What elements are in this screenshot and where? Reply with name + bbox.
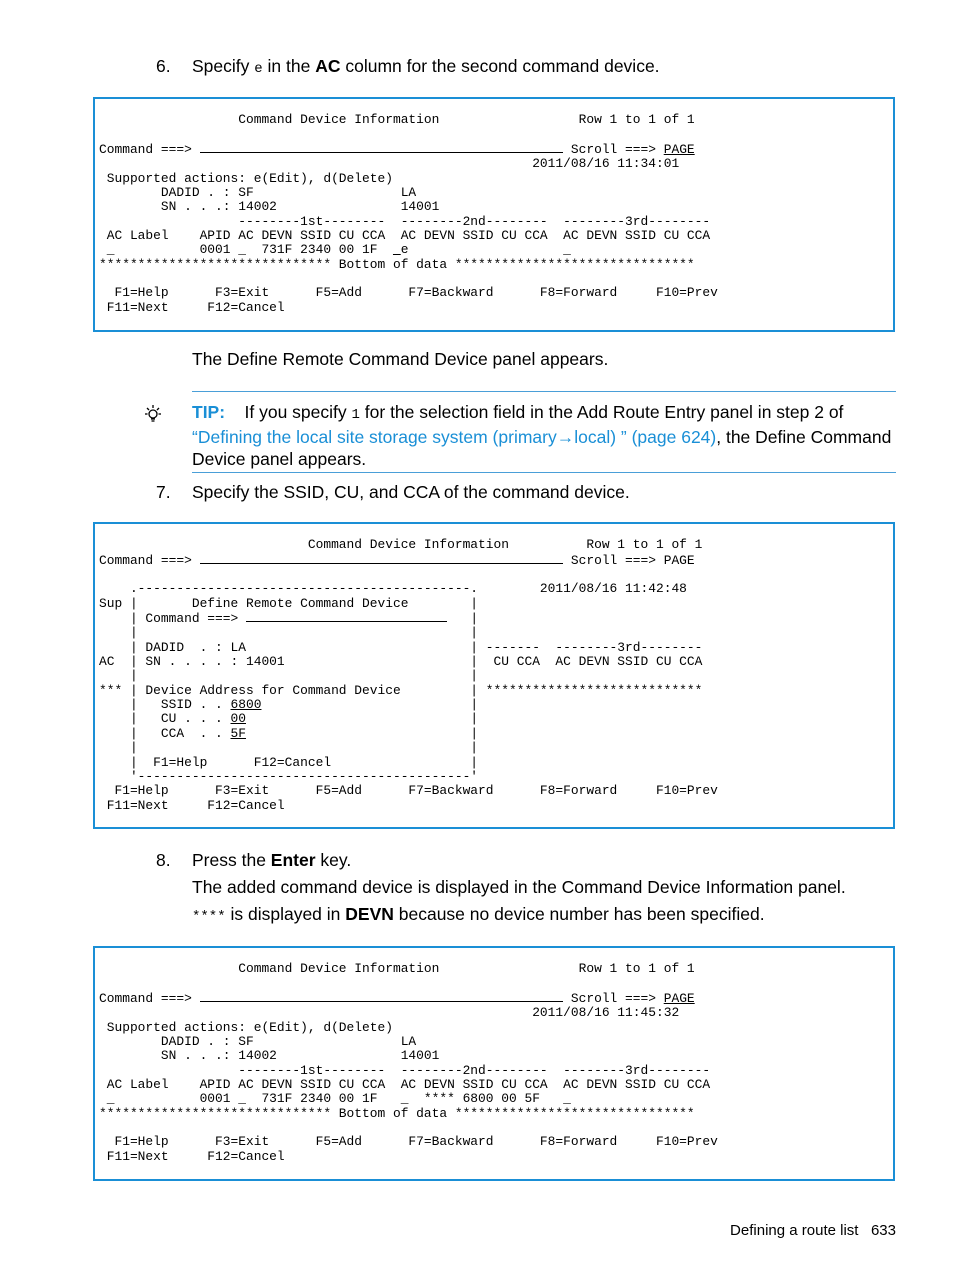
step-8-result: The added command device is displayed in the Command Device Information panel. xyxy=(192,877,846,897)
address-field-value: 5F xyxy=(230,725,246,741)
inline-code: 1 xyxy=(351,407,360,423)
step-7-text: Specify the SSID, CU, and CCA of the command device. xyxy=(192,482,630,502)
result-text: The Define Remote Command Device panel appears. xyxy=(192,349,609,369)
step-number: 6. xyxy=(156,56,171,76)
scroll-value: PAGE xyxy=(663,991,695,1007)
address-field-value: 00 xyxy=(230,711,246,727)
lightbulb-icon xyxy=(142,402,164,428)
footer-section: Defining a route list xyxy=(730,1222,859,1239)
step-6-text: Specify e in the AC column for the second command device. xyxy=(192,56,660,77)
cross-reference-link[interactable]: “Defining the local site storage system (primary→local) ” (page 624) xyxy=(192,427,717,447)
address-field-value: 6800 xyxy=(230,697,262,713)
terminal-screen-3 xyxy=(93,946,895,1181)
step-8-text: Press the Enter key. xyxy=(192,850,352,870)
terminal-screen-1 xyxy=(93,97,895,332)
step-number: 8. xyxy=(156,850,171,870)
inline-code: **** xyxy=(192,909,226,925)
tip-box xyxy=(192,391,896,473)
scroll-value: PAGE xyxy=(663,142,695,158)
page-number: 633 xyxy=(870,1222,896,1239)
ac-input-value xyxy=(393,242,401,257)
tip-label: TIP: xyxy=(192,402,226,422)
terminal-text: Command Device Information Row 1 to 1 of 1 Command ===> Scroll ===> PAGE 2011/08/16 11:34:01 Supported actions: e(Edit), d(Delete) DADID . : SF LA SN . . .: 14002 14001 --------1st-------- --------2nd-------- --------3rd-------- AC Label APID AC DEVN SSID CU CCA AC DEVN SSID CU CCA AC DEVN SSID CU CCA _ 0001 _ 731F 2340 00 1F e _ ****************************** Bottom of data ******************************* F1=Help F3=Exit F5=Add F7=Backward F8=Forward F10=Prev F11=Next F12=Cancel xyxy=(99,112,718,315)
page-footer xyxy=(730,1222,896,1239)
terminal-text: Command Device Information Row 1 to 1 of 1 Command ===> Scroll ===> PAGE 2011/08/16 11:45:32 Supported actions: e(Edit), d(Delete) DADID . : SF LA SN . . .: 14002 14001 --------1st-------- --------2nd-------- --------3rd-------- AC Label APID AC DEVN SSID CU CCA AC DEVN SSID CU CCA AC DEVN SSID CU CCA _ 0001 _ 731F 2340 00 1F _ **** 6800 00 5F _ ****************************** Bottom of data ******************************* F1=Help F3=Exit F5=Add F7=Backward F8=Forward F10=Prev F11=Next F12=Cancel xyxy=(99,961,718,1164)
terminal-text: Command Device Information Row 1 to 1 of 1 Command ===> Scroll ===> PAGE .-------------------------------------------. 2011/08/16 11:42:48 Sup | Define Remote Command Device | | Command ===> | | | | DADID . : LA | ------- --------3rd-------- AC | SN . . . . : 14001 | CU CCA AC DEVN SSID CU CCA | | *** | Device Address for Command Device | **************************** | SSID . . 6800 | | CU . . . 00 | | CCA . . 5F | | | | F1=Help F12=Cancel | '-------------------------------------------' F1=Help F3=Exit F5=Add F7=Backward F8=Forward F10=Prev F11=Next F12=Cancel xyxy=(99,537,718,813)
tip-text: TIP: If you specify 1 for the selection field in the Add Route Entry panel in step 2 of “Defining the local site storage system (primary→local) ” (page 624), the Define Command Device panel appears. xyxy=(192,402,892,469)
terminal-screen-2 xyxy=(93,522,895,829)
step-number: 7. xyxy=(156,482,171,502)
inline-code: e xyxy=(254,61,263,77)
step-8-note: **** is displayed in DEVN because no device number has been specified. xyxy=(192,904,765,925)
